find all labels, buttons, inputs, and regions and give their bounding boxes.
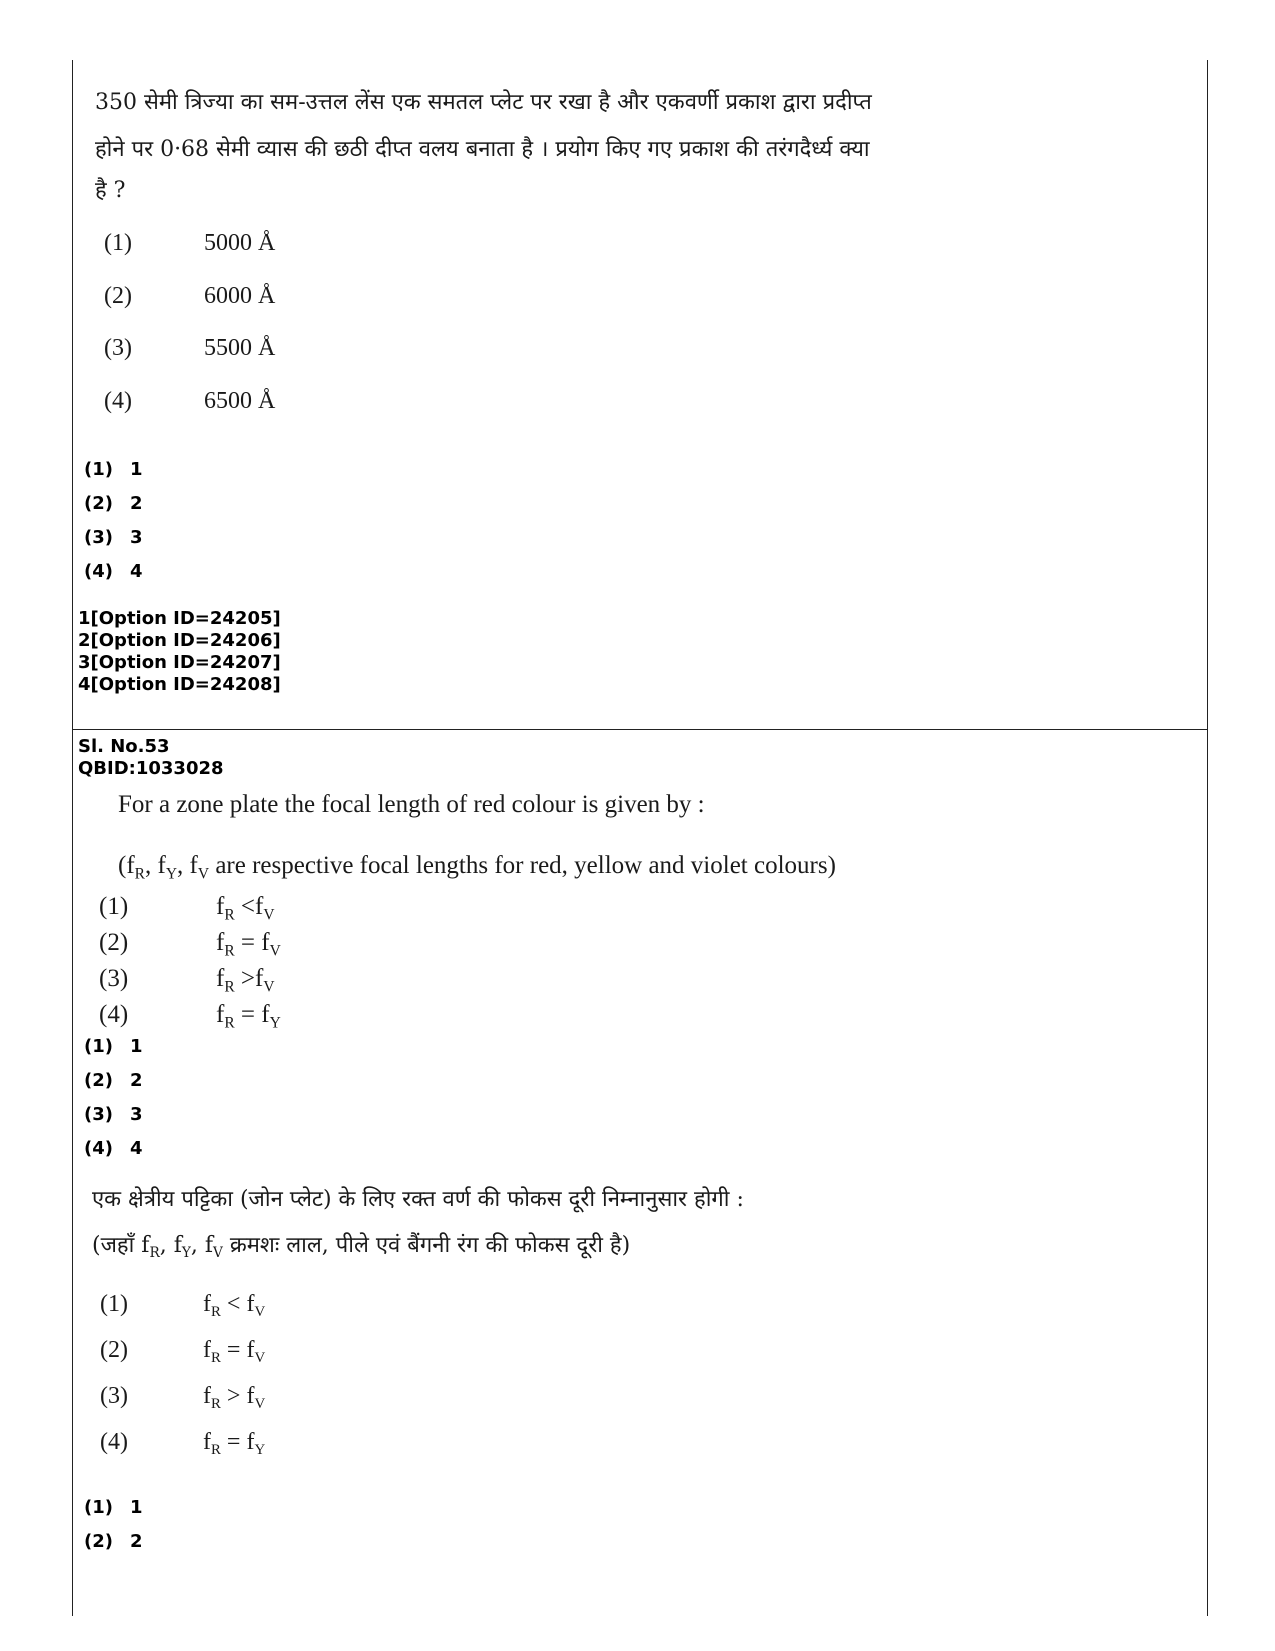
q53-hi-option-value: $f_R = f_V$ [203, 1337, 266, 1367]
q53-answer-choice[interactable]: (4) 4 [84, 1138, 143, 1159]
q52-option-number: (4) [104, 388, 132, 414]
q53-hi-option-number: (3) [100, 1383, 128, 1409]
q53-hi-option-value: $f_R > f_V$ [203, 1383, 266, 1413]
q53-en-option-value: $f_R <f_V$ [216, 893, 275, 924]
page-border-left [72, 60, 73, 1616]
q52-hindi-line-2: होने पर 0·68 सेमी व्यास की छठी दीप्त वलय बनाता है । प्रयोग किए गए प्रकाश की तरंगदैर्ध्य क्या [95, 137, 870, 162]
qbid: QBID:1033028 [78, 758, 224, 779]
q53-en-option-number: (1) [99, 893, 129, 920]
question-separator [72, 729, 1208, 730]
q52-option-id-list [78, 608, 281, 696]
q53-hindi-line-1: एक क्षेत्रीय पट्टिका (जोन प्लेट) के लिए रक्त वर्ण की फोकस दूरी निम्नानुसार होगी : [92, 1187, 744, 1212]
page-border-right [1207, 60, 1208, 1616]
q53-hindi-line-2: (जहाँ $f_R$, $f_Y$, $f_V$ क्रमशः लाल, पीले एवं बैंगनी रंग की फोकस दूरी है) [92, 1233, 631, 1261]
q52-answer-choice[interactable]: (2) 2 [84, 493, 143, 514]
q53-hi-option-number: (2) [100, 1337, 128, 1363]
q53-en-option-number: (4) [99, 1001, 129, 1028]
q52-option-value: 5000 Å [204, 230, 276, 256]
q53-en-option-value: $f_R = f_Y$ [216, 1001, 281, 1032]
serial-number: Sl. No.53 [78, 736, 170, 757]
option-id: 1[Option ID=24205] [78, 608, 281, 629]
q52-option-value: 5500 Å [204, 335, 276, 361]
q53-hi-option-value: $f_R < f_V$ [203, 1291, 266, 1321]
q53-en-option-value: $f_R >f_V$ [216, 965, 275, 996]
option-id: 3[Option ID=24207] [78, 652, 281, 673]
q52-answer-choice[interactable]: (4) 4 [84, 561, 143, 582]
q52-option-number: (1) [104, 230, 132, 256]
q52-option-value: 6500 Å [204, 388, 276, 414]
q52-hindi-line-3: है ? [95, 178, 126, 203]
q53-hi-option-value: $f_R = f_Y$ [203, 1429, 266, 1459]
q52-answer-choice[interactable]: (1) 1 [84, 459, 143, 480]
q52-answer-choice[interactable]: (3) 3 [84, 527, 143, 548]
q53-answer-choice[interactable]: (1) 1 [84, 1497, 143, 1518]
q52-option-number: (3) [104, 335, 132, 361]
q52-hindi-line-1: 350 सेमी त्रिज्या का सम-उत्तल लेंस एक समतल प्लेट पर रखा है और एकवर्णी प्रकाश द्वारा प्रदीप्त [95, 90, 872, 115]
q53-answer-choice[interactable]: (1) 1 [84, 1036, 143, 1057]
q53-answer-choice[interactable]: (2) 2 [84, 1531, 143, 1552]
q53-english-line-2: ($f_R$, $f_Y$, $f_V$ are respective focal lengths for red, yellow and violet colours) [118, 852, 836, 883]
q53-answer-choice[interactable]: (3) 3 [84, 1104, 143, 1125]
q53-en-option-number: (3) [99, 965, 129, 992]
q53-answer-choice[interactable]: (2) 2 [84, 1070, 143, 1091]
q52-option-value: 6000 Å [204, 283, 276, 309]
q53-en-option-value: $f_R = f_V$ [216, 929, 281, 960]
q53-en-option-number: (2) [99, 929, 129, 956]
option-id: 2[Option ID=24206] [78, 630, 281, 651]
q52-option-number: (2) [104, 283, 132, 309]
option-id: 4[Option ID=24208] [78, 674, 281, 695]
q53-english-line-1: For a zone plate the focal length of red colour is given by : [118, 791, 705, 818]
q53-hi-option-number: (4) [100, 1429, 128, 1455]
q53-hi-option-number: (1) [100, 1291, 128, 1317]
